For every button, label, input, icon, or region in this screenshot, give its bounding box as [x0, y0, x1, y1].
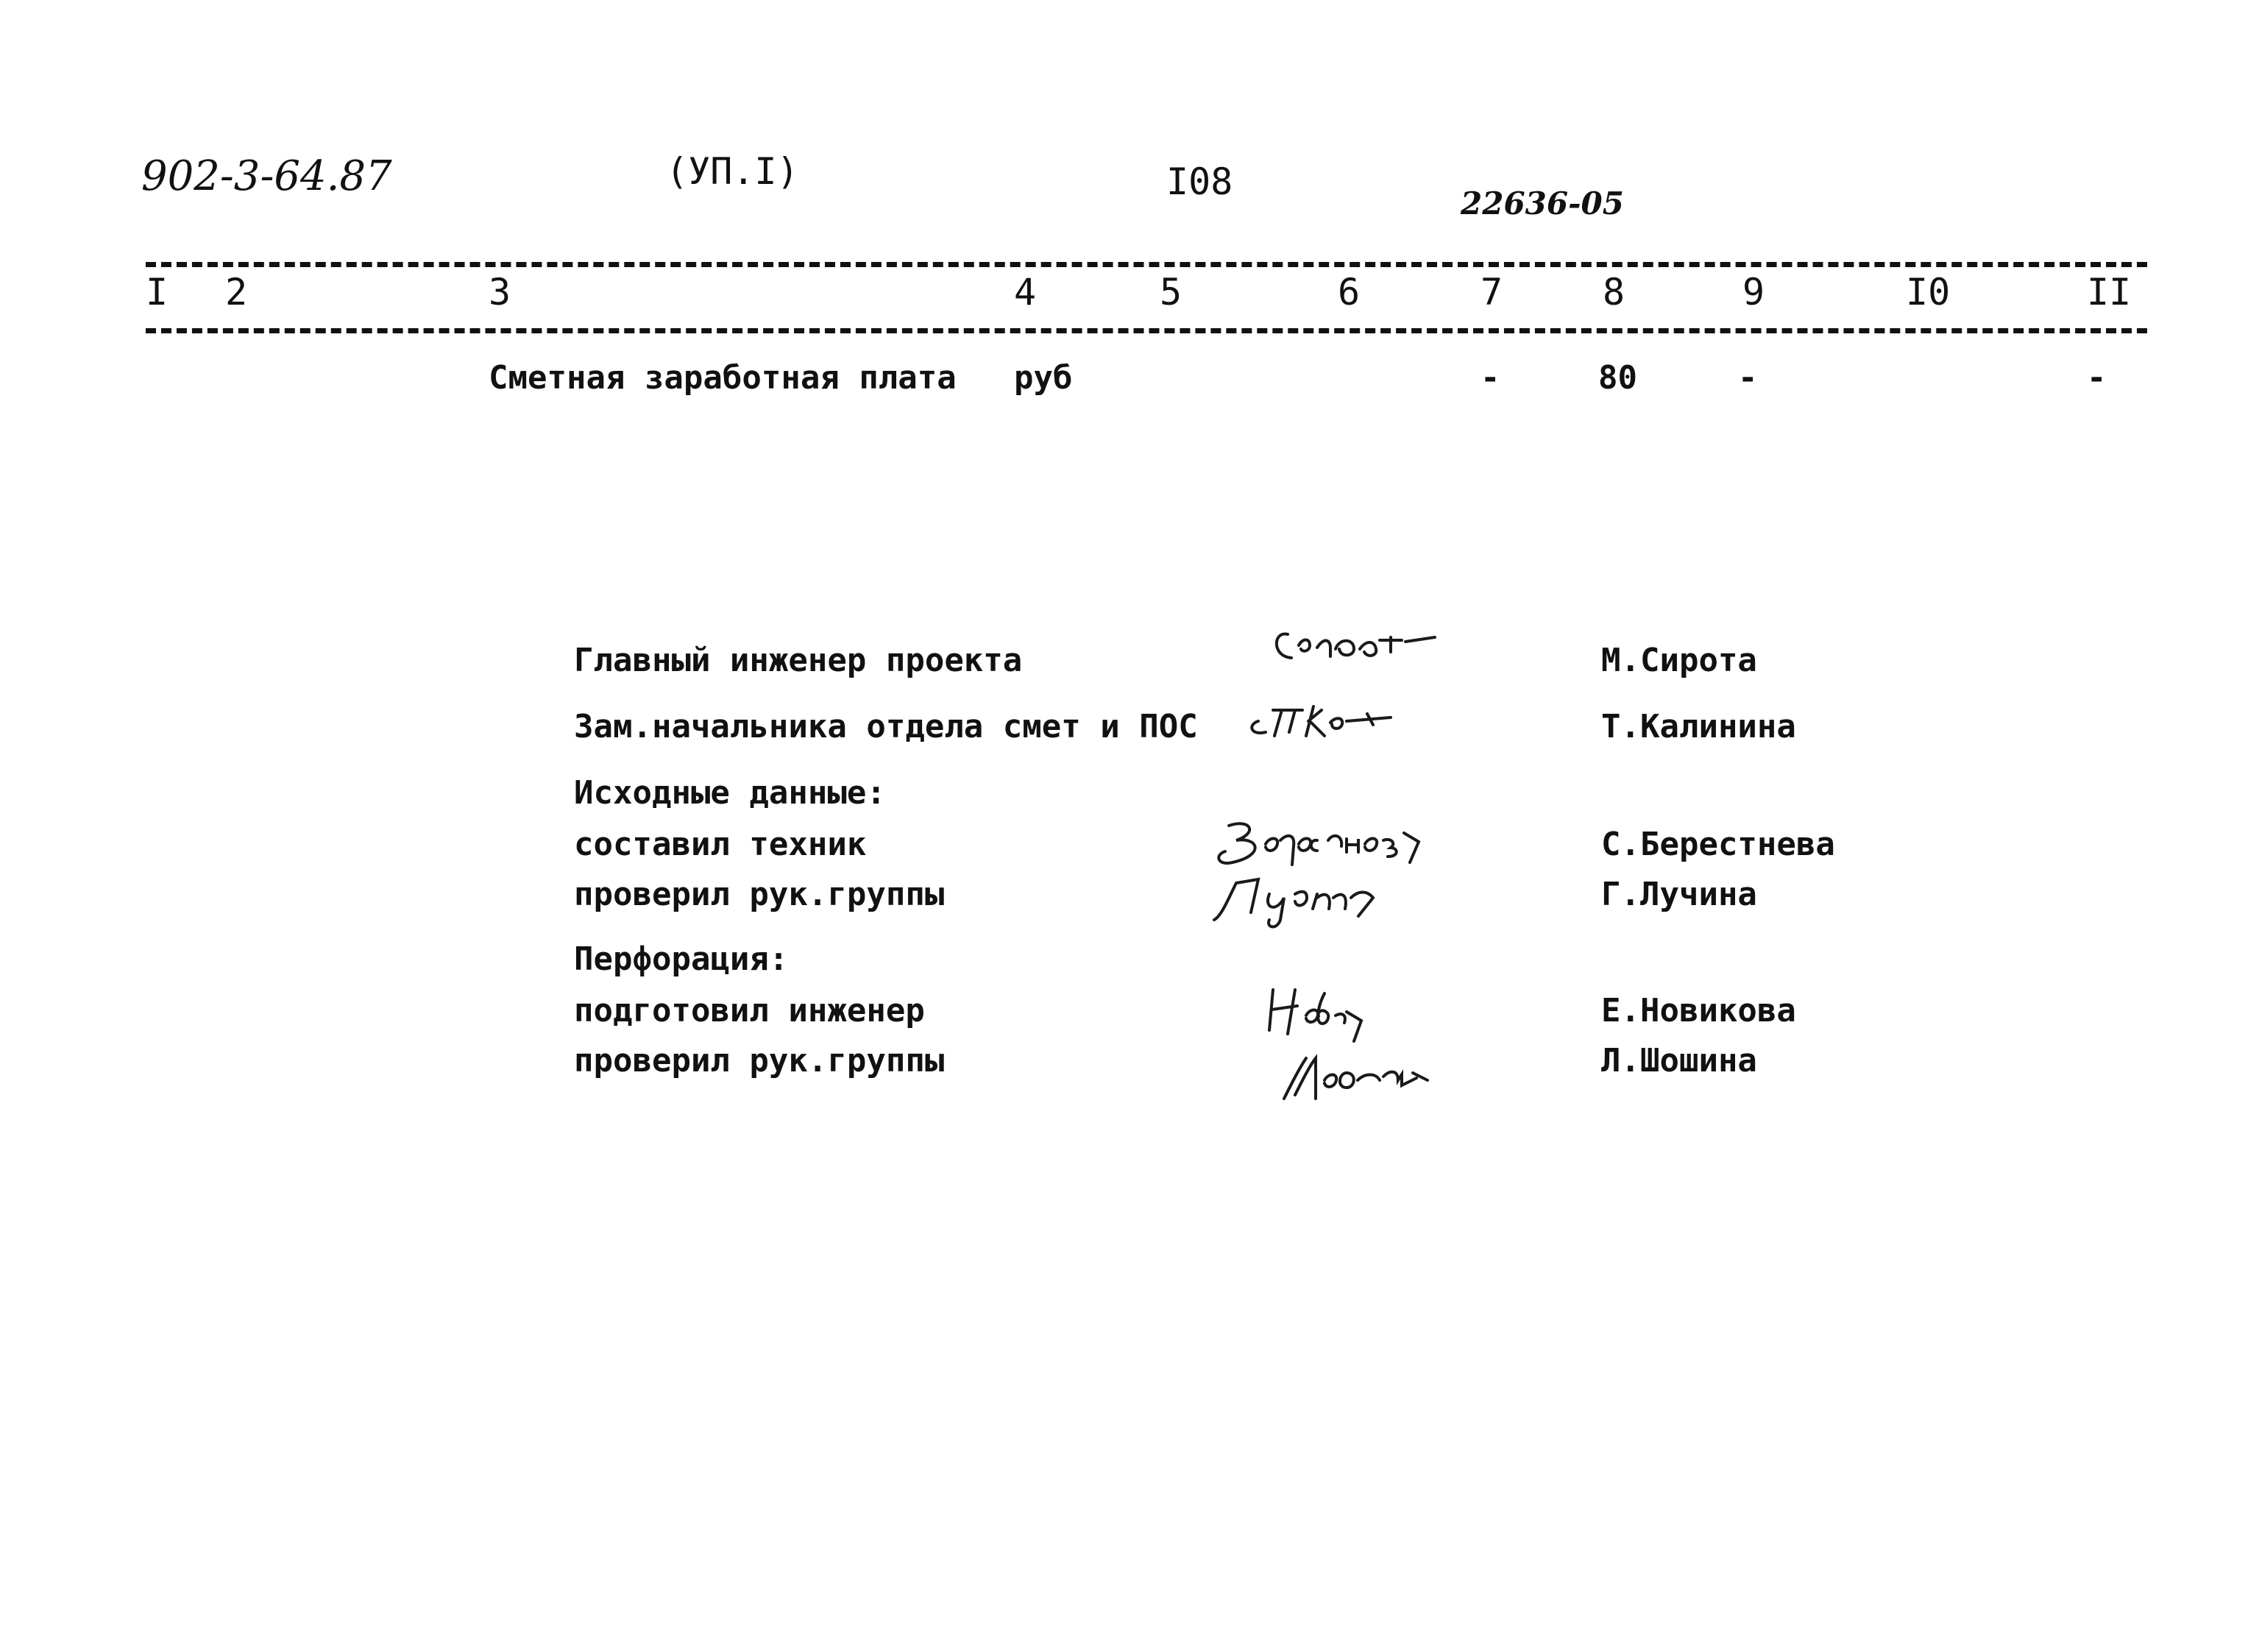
table-top-dashed-rule — [146, 262, 2147, 267]
handwritten-signature — [1251, 979, 1398, 1052]
prepared-by-title: подготовил инженер — [574, 992, 925, 1029]
checked-by-title: проверил рук.группы — [574, 876, 945, 913]
handwritten-signature — [1266, 1043, 1472, 1117]
page-number: I08 — [1166, 160, 1233, 203]
row-value-col7: - — [1480, 359, 1500, 397]
chief-engineer-title: Главный инженер проекта — [574, 642, 1023, 679]
section-code: (УП.I) — [666, 150, 799, 193]
checked-by-name: Г.Лучина — [1601, 876, 1757, 913]
column-number: 9 — [1742, 271, 1765, 313]
handwritten-signature — [1266, 612, 1457, 678]
row-value-col8: 80 — [1598, 359, 1637, 397]
table-header-dashed-rule — [146, 328, 2147, 333]
row-value-col11: - — [2087, 359, 2107, 397]
column-number: 4 — [1014, 271, 1037, 313]
column-number: 8 — [1603, 271, 1625, 313]
column-number: I0 — [1906, 271, 1951, 313]
column-number: 3 — [489, 271, 511, 313]
deputy-head-title: Зам.начальника отдела смет и ПОС — [574, 708, 1198, 745]
deputy-head-name: Т.Калинина — [1601, 708, 1796, 745]
column-number: 5 — [1160, 271, 1182, 313]
row-unit: руб — [1014, 359, 1073, 397]
column-number: II — [2087, 271, 2132, 313]
column-number: 2 — [225, 271, 248, 313]
chief-engineer-name: М.Сирота — [1601, 642, 1757, 679]
row-label: Сметная заработная плата — [489, 359, 957, 397]
compiled-by-title: составил техник — [574, 826, 867, 863]
row-value-col9: - — [1738, 359, 1758, 397]
column-number: 7 — [1480, 271, 1503, 313]
document-code: 902-3-64.87 — [141, 152, 392, 200]
perforation-heading: Перфорация: — [574, 940, 789, 978]
column-number: I — [146, 271, 169, 313]
checked-by-title: проверил рук.группы — [574, 1042, 945, 1080]
checked-by-name: Л.Шошина — [1601, 1042, 1757, 1080]
prepared-by-name: Е.Новикова — [1601, 992, 1796, 1029]
handwritten-signature — [1244, 692, 1413, 751]
column-number: 6 — [1338, 271, 1361, 313]
inventory-number: 22636-05 — [1461, 185, 1624, 221]
compiled-by-name: С.Берестнева — [1601, 826, 1835, 863]
source-data-heading: Исходные данные: — [574, 774, 886, 812]
handwritten-signature — [1207, 861, 1420, 935]
